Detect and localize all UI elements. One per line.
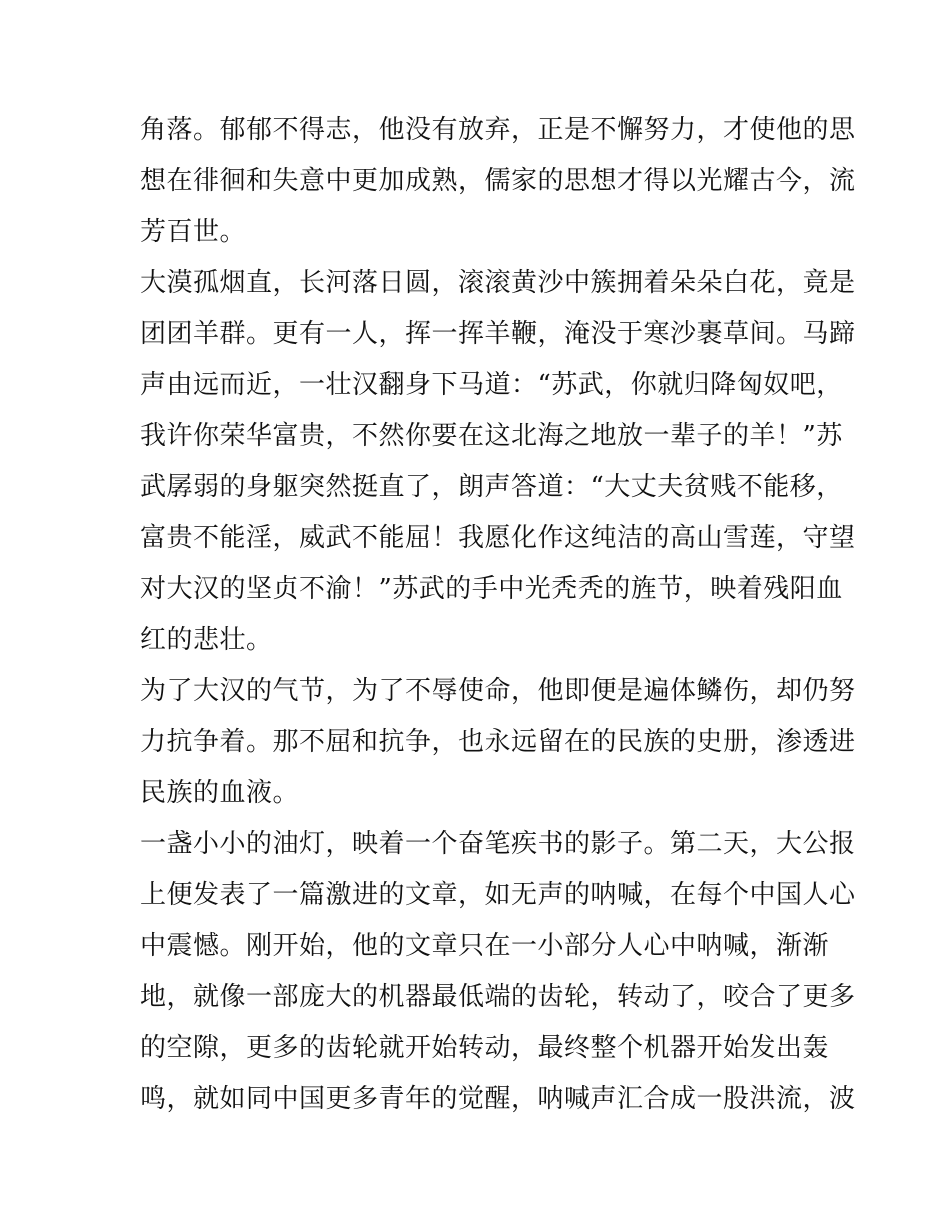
text-line: 红的悲壮。 — [140, 625, 273, 655]
text-line: 武孱弱的身躯突然挺直了，朗声答道：“大丈夫贫贱不能移， — [140, 472, 843, 502]
text-line: 的空隙，更多的齿轮就开始转动，最终整个机器开始发出轰 — [140, 1033, 830, 1063]
text-line: 力抗争着。那不屈和抗争，也永远留在的民族的史册，渗透进 — [140, 727, 856, 757]
text-line: 团团羊群。更有一人，挥一挥羊鞭，淹没于寒沙裹草间。马蹄 — [140, 319, 856, 349]
text-line: 富贵不能淫，威武不能屈！我愿化作这纯洁的高山雪莲，守望 — [140, 523, 856, 553]
text-line: 对大汉的坚贞不渝！”苏武的手中光秃秃的旌节，映着残阳血 — [140, 574, 843, 604]
text-line: 一盏小小的油灯，映着一个奋笔疾书的影子。第二天，大公报 — [140, 829, 856, 859]
text-line: 为了大汉的气节，为了不辱使命，他即便是遍体鳞伤，却仍努 — [140, 676, 856, 706]
text-line: 我许你荣华富贵，不然你要在这北海之地放一辈子的羊！”苏 — [140, 421, 843, 451]
text-line: 想在徘徊和失意中更加成熟，儒家的思想才得以光耀古今，流 — [140, 166, 856, 196]
text-line: 鸣，就如同中国更多青年的觉醒，呐喊声汇合成一股洪流，波 — [140, 1084, 856, 1114]
text-line: 芳百世。 — [140, 217, 247, 247]
text-line: 声由远而近，一壮汉翻身下马道：“苏武，你就归降匈奴吧， — [140, 370, 843, 400]
text-line: 民族的血液。 — [140, 778, 300, 808]
text-line: 角落。郁郁不得志，他没有放弃，正是不懈努力，才使他的思 — [140, 115, 856, 145]
text-line: 地，就像一部庞大的机器最低端的齿轮，转动了，咬合了更多 — [140, 982, 856, 1012]
text-line: 大漠孤烟直，长河落日圆，滚滚黄沙中簇拥着朵朵白花，竟是 — [140, 268, 856, 298]
text-line: 中震憾。刚开始，他的文章只在一小部分人心中呐喊，渐渐 — [140, 931, 830, 961]
text-line: 上便发表了一篇激进的文章，如无声的呐喊，在每个中国人心 — [140, 880, 856, 910]
